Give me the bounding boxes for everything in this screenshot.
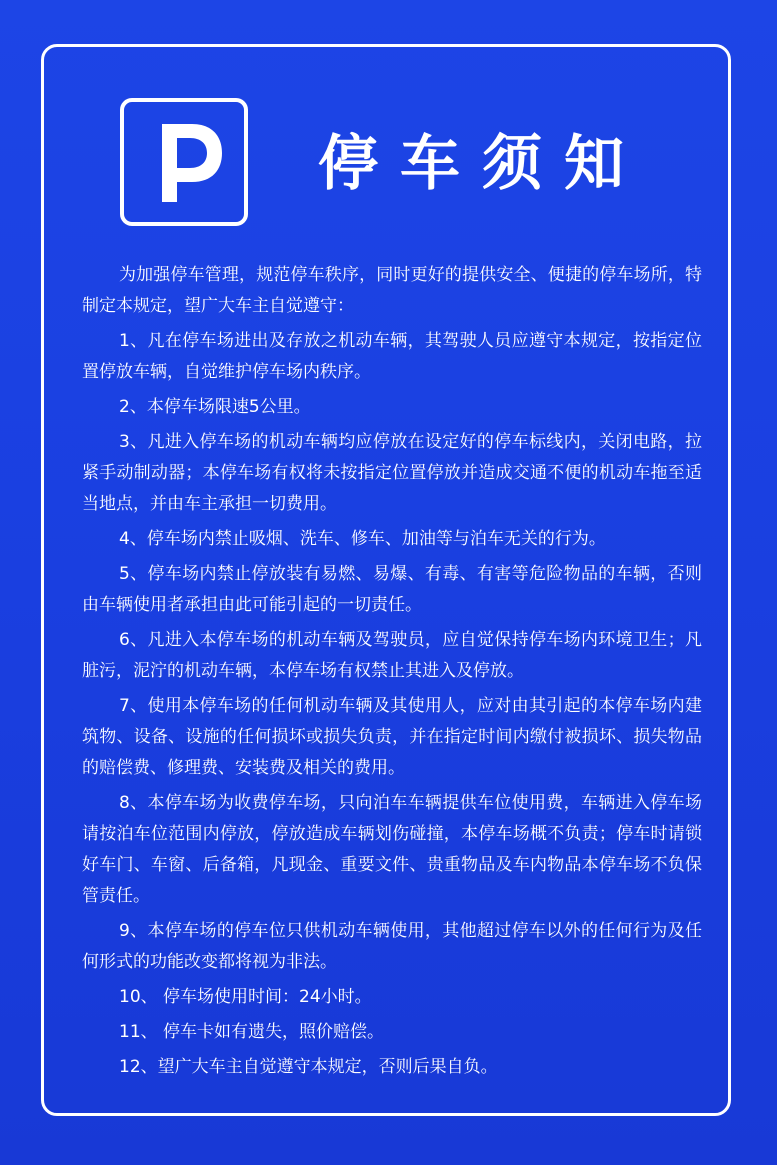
notice-rule-4: 4、停车场内禁止吸烟、洗车、修车、加油等与泊车无关的行为。 (119, 529, 606, 549)
parking-icon (120, 98, 248, 226)
notice-paragraph: 为加强停车管理，规范停车秩序，同时更好的提供安全、便捷的停车场所，特制定本规定，望广大车主自觉遵守： (82, 265, 702, 316)
notice-rule-5: 5、停车场内禁止停放装有易燃、易爆、有毒、有害等危险物品的车辆，否则由车辆使用者承担由此可能引起的一切责任。 (82, 564, 702, 615)
notice-rule-10: 10、 停车场使用时间：24小时。 (119, 987, 372, 1007)
parking-p-glyph (132, 110, 236, 214)
notice-rule-3: 3、凡进入停车场的机动车辆均应停放在设定好的停车标线内，关闭电路，拉紧手动制动器；本停车场有权将未按指定位置停放并造成交通不便的机动车拖至适当地点，并由车主承担一切费用。 (82, 432, 702, 514)
notice-rule-8: 8、本停车场为收费停车场，只向泊车车辆提供车位使用费，车辆进入停车场请按泊车位范围内停放，停放造成车辆划伤碰撞，本停车场概不负责；停车时请锁好车门、车窗、后备箱，凡现金、重要文件、贵重物品及车内物品本停车场不负保管责任。 (82, 793, 702, 906)
notice-body (82, 260, 702, 1083)
notice-rule-2: 2、本停车场限速5公里。 (119, 397, 311, 417)
notice-rule-9: 9、本停车场的停车位只供机动车辆使用，其他超过停车以外的任何行为及任何形式的功能改变都将视为非法。 (82, 921, 702, 972)
notice-rule-1: 1、凡在停车场进出及存放之机动车辆，其驾驶人员应遵守本规定，按指定位置停放车辆，自觉维护停车场内秩序。 (82, 331, 702, 382)
notice-rule-6: 6、凡进入本停车场的机动车辆及驾驶员，应自觉保持停车场内环境卫生；凡脏污，泥泞的机动车辆，本停车场有权禁止其进入及停放。 (82, 630, 702, 681)
notice-rule-11: 11、 停车卡如有遗失，照价赔偿。 (119, 1022, 385, 1042)
notice-rule-12: 12、望广大车主自觉遵守本规定，否则后果自负。 (119, 1057, 498, 1077)
notice-rule-7: 7、使用本停车场的任何机动车辆及其使用人，应对由其引起的本停车场内建筑物、设备、设施的任何损坏或损失负责，并在指定时间内缴付被损坏、损失物品的赔偿费、修理费、安装费及相关的费用。 (82, 696, 702, 778)
page-title: 停车须知 (318, 129, 646, 199)
